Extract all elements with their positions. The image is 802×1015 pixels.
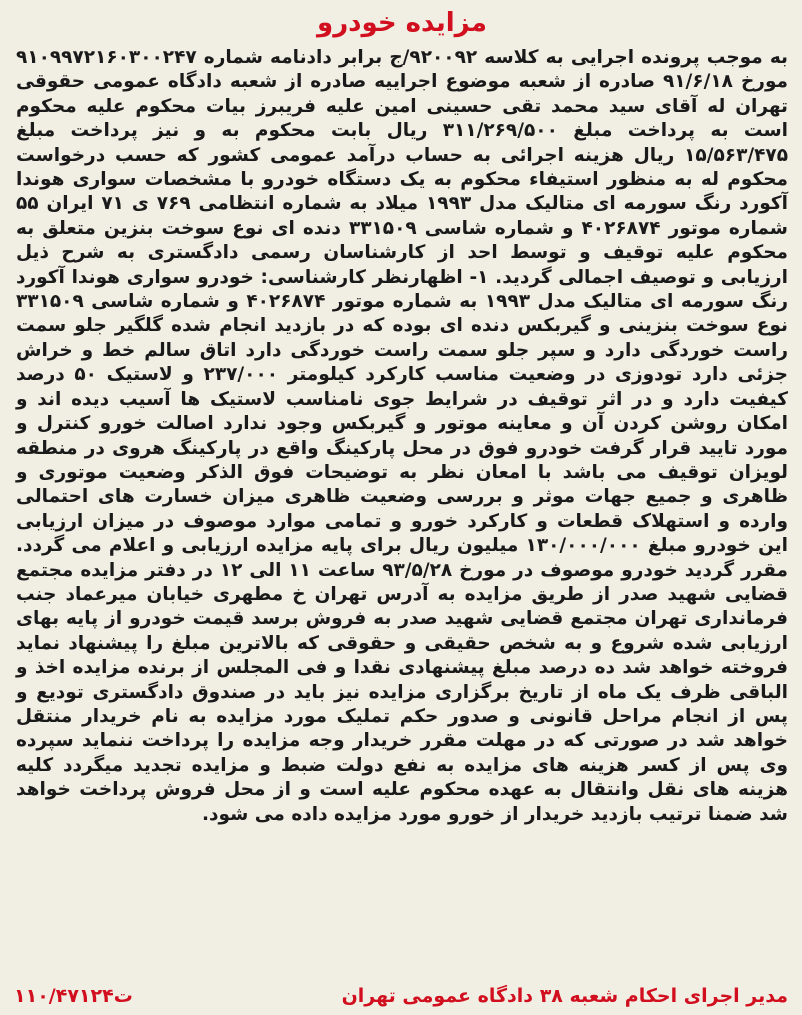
reference-number: ۱۱۰/۴۷۱۲۴ت xyxy=(14,985,133,1007)
signature-line: مدیر اجرای احکام شعبه ۳۸ دادگاه عمومی تهران xyxy=(341,985,788,1007)
notice-footer xyxy=(14,979,788,1013)
notice-title: مزایده خودرو xyxy=(317,8,487,38)
notice-body: به موجب پرونده اجرایی به کلاسه ۹۲۰۰۹۲/ج برابر دادنامه شماره ۹۱۰۹۹۷۲۱۶۰۳۰۰۲۴۷ مورخ ۹۱/۶/۱۸ صادره از شعبه موضوع اجراییه صادره از شعبه دادگاه عمومی حقوقی تهران له آقای سید محمد تقی حسینی امین علیه فریبرز بیات محکوم علیه محکوم است به پرداخت مبلغ ۳۱۱/۲۶۹/۵۰۰ ریال بابت محکوم به و نیز پرداخت مبلغ ۱۵/۵۶۳/۴۷۵ ریال هزینه اجرائی به حساب درآمد عمومی کشور که حسب درخواست محکوم له به منظور استیفاء محکوم به یک دستگاه خودرو با مشخصات سواری هوندا آکورد رنگ سورمه ای متالیک مدل ۱۹۹۳ میلاد به شماره انتظامی ۷۶۹ ی ۷۱ ایران ۵۵ شماره موتور ۴۰۲۶۸۷۴ و شماره شاسی ۳۳۱۵۰۹ دنده ای نوع سوخت بنزین متعلق به محکوم علیه توقیف و توسط احد از کارشناسان رسمی دادگستری به شرح ذیل ارزیابی و توصیف اجمالی گردید. ۱- اظهارنظر کارشناسی: خودرو سواری هوندا آکورد رنگ سورمه ای متالیک مدل ۱۹۹۳ به شماره موتور ۴۰۲۶۸۷۴ و شماره شاسی ۳۳۱۵۰۹ نوع سوخت بنزینی و گیربکس دنده ای بوده که در بازدید انجام شده گلگیر جلو سمت راست خوردگی دارد و سپر جلو سمت راست خوردگی دارد اتاق سالم خط و خراش جزئی دارد تودوزی در وضعیت مناسب کارکرد کیلومتر ۲۳۷/۰۰۰ و لاستیک ۵۰ درصد کیفیت دارد و در اثر توقیف در شرایط جوی نامناسب لاستیک ها آسیب دیده اند و امکان روشن کردن آن و معاینه موتور و گیربکس وجود ندارد اصالت خورو کنترل و مورد تایید قرار گرفت خودرو فوق در محل پارکینگ واقع در پارکینگ هروی در منطقه لویزان توقیف می باشد با امعان نظر به توضیحات فوق الذکر وضعیت موتوری و ظاهری و جمیع جهات موثر و بررسی وضعیت ظاهری میزان خسارت های احتمالی وارده و استهلاک قطعات و کارکرد خورو و تمامی موارد موصوف در میزان ارزیابی این خودرو مبلغ ۱۳۰/۰۰۰/۰۰۰ میلیون ریال برای پایه مزایده ارزیابی و اعلام می گردد. مقرر گردید خودرو موصوف در مورخ ۹۳/۵/۲۸ ساعت ۱۱ الی ۱۲ در دفتر مزایده مجتمع قضایی شهید صدر از طریق مزایده به آدرس تهران خ مطهری خیابان میرعماد جنب فرمانداری تهران مجتمع قضایی شهید صدر به فروش برسد قیمت خودرو از پایه بهای ارزیابی شده شروع و به شخص حقیقی و حقوقی که بالاترین مبلغ را پیشنهاد نماید فروخته خواهد شد ده درصد مبلغ پیشنهادی نقدا و فی المجلس از برنده مزایده اخذ و الباقی ظرف یک ماه از تاریخ برگزاری مزایده نیز باید در صندوق دادگستری تودیع و پس از انجام مراحل قانونی و صدور حکم تملیک مورد مزایده به نام خریدار منتقل خواهد شد در صورتی که در مهلت مقرر خریدار وجه مزایده را پرداخت ننماید سپرده وی پس از کسر هزینه های مزایده به نفع دولت ضبط و مزایده تجدید میگردد کلیه هزینه های نقل وانتقال به عهده محکوم علیه است و از محل فروش پرداخت خواهد شد ضمنا ترتیب بازدید خریدار از خورو مورد مزایده داده می شود. xyxy=(16,47,789,825)
